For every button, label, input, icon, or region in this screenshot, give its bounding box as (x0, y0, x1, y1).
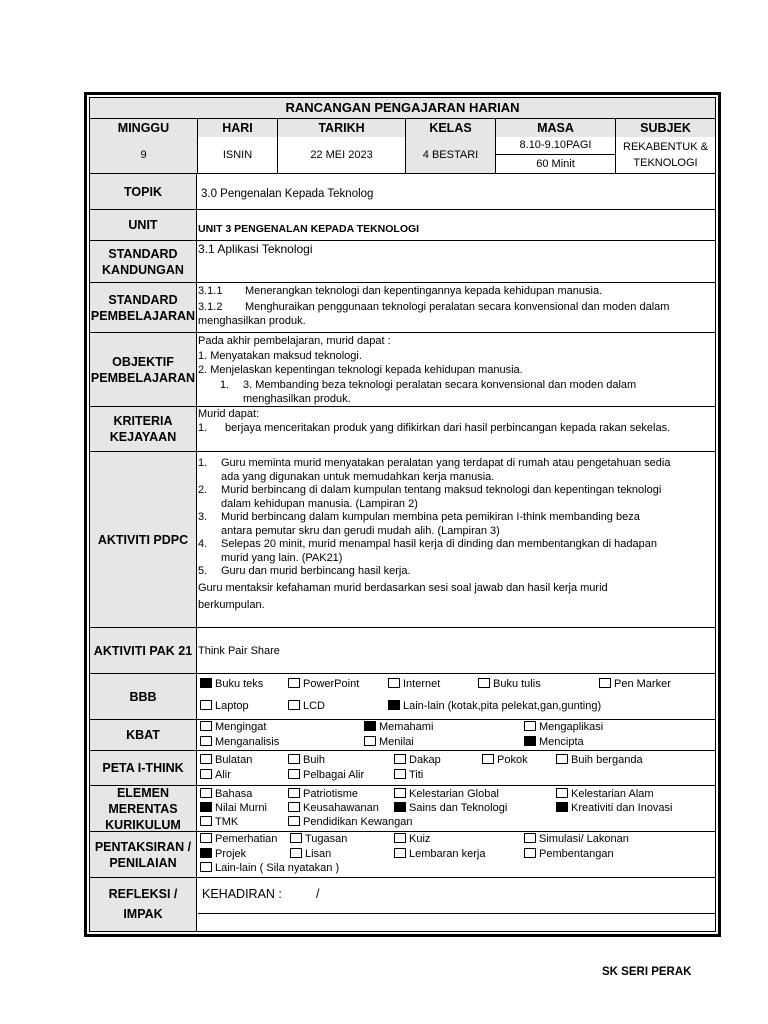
bbb-option[interactable] (288, 700, 325, 714)
checkbox-checked-icon[interactable] (200, 802, 212, 812)
aktiviti-item (198, 538, 715, 565)
bbb-options (198, 674, 715, 719)
checkbox-icon[interactable] (200, 754, 212, 764)
kbat-option-label: Mengaplikasi (539, 721, 604, 733)
pentaksiran-option-label: Kuiz (409, 833, 431, 845)
emk-options (198, 786, 715, 831)
kbat-label: KBAT (90, 720, 197, 750)
sp-label-1: STANDARD (108, 292, 178, 307)
peta-options (198, 751, 715, 785)
checkbox-icon[interactable] (524, 848, 536, 858)
col-minggu: MINGGU (90, 119, 198, 137)
tarikh-value: 22 MEI 2023 (278, 137, 406, 173)
checkbox-icon[interactable] (478, 678, 490, 688)
emk-option[interactable] (556, 788, 654, 802)
obj-line: 1. Menyatakan maksud teknologi. (198, 349, 362, 362)
peta-option[interactable] (394, 754, 441, 768)
col-masa: MASA (496, 119, 616, 137)
unit-row (90, 210, 715, 241)
emk-option-label: Kelestarian Alam (571, 788, 654, 800)
refleksi-row (90, 878, 715, 931)
obj-label-2: PEMBELAJARAN (90, 370, 196, 385)
peta-option-label: Pelbagai Alir (303, 769, 365, 781)
peta-option-label: Buih (303, 754, 326, 766)
unit-value: UNIT 3 PENGENALAN KEPADA TEKNOLOGI (198, 223, 420, 235)
checkbox-icon[interactable] (200, 862, 212, 872)
emk-option-label: Kreativiti dan Inovasi (571, 802, 673, 814)
pentaksiran-option-label: Lain-lain ( Sila nyatakan ) (215, 862, 340, 874)
kk-item (198, 422, 715, 436)
sp-code: 3.1.1 (198, 285, 223, 297)
objektif-value (198, 333, 715, 406)
kbat-row (90, 720, 715, 751)
bbb-option[interactable] (200, 700, 249, 714)
kbat-option[interactable] (200, 721, 266, 735)
emk-option-label: Keusahawanan (303, 802, 379, 814)
pak21-value: Think Pair Share (198, 645, 280, 657)
aktiviti-value (198, 452, 715, 627)
emk-label-2: MERENTAS (108, 801, 178, 816)
checkbox-icon[interactable] (200, 833, 212, 843)
pentaksiran-option-label: Pembentangan (539, 848, 614, 860)
refleksi-value (198, 878, 715, 931)
bbb-option[interactable] (599, 678, 671, 692)
checkbox-icon[interactable] (394, 788, 406, 798)
checkbox-icon[interactable] (394, 848, 406, 858)
checkbox-checked-icon[interactable] (556, 802, 568, 812)
checkbox-checked-icon[interactable] (200, 848, 212, 858)
bbb-option-label: Internet (403, 678, 441, 690)
bbb-option-label: Lain-lain (kotak,pita pelekat,gan,gunting) (403, 700, 602, 712)
pak21-label: AKTIVITI PAK 21 (90, 628, 197, 673)
peta-label: PETA I-THINK (90, 751, 197, 785)
peta-option-label: Buih berganda (571, 754, 643, 766)
checkbox-checked-icon[interactable] (388, 700, 400, 710)
kk-text: berjaya menceritakan produk yang difikirkan dari hasil perbincangan kepada rakan sekelas. (225, 421, 671, 434)
pentaksiran-option[interactable] (200, 833, 277, 847)
ref-label-2: IMPAK (123, 907, 163, 921)
checkbox-icon[interactable] (394, 833, 406, 843)
checkbox-icon[interactable] (290, 833, 302, 843)
emk-option[interactable] (394, 802, 507, 816)
emk-option[interactable] (556, 802, 673, 816)
header-row (90, 119, 715, 137)
sp-label-2: PEMBELAJARAN (90, 308, 196, 323)
kehadiran-slash: / (316, 887, 320, 901)
checkbox-icon[interactable] (200, 816, 212, 826)
pentaksiran-option[interactable] (524, 848, 614, 862)
sp-item (198, 301, 715, 315)
checkbox-icon[interactable] (556, 754, 568, 764)
form-title: RANCANGAN PENGAJARAN HARIAN (90, 98, 715, 119)
col-subjek: SUBJEK (616, 119, 715, 137)
kbat-options (198, 720, 715, 750)
bbb-option[interactable] (288, 678, 359, 692)
emk-option-label: Patriotisme (303, 788, 359, 800)
aktiviti-item (198, 457, 715, 484)
checkbox-icon[interactable] (288, 754, 300, 764)
kbat-option-label: Menilai (379, 736, 414, 748)
pentaksiran-row (90, 832, 715, 878)
bbb-option-label: PowerPoint (303, 678, 360, 690)
pentaksiran-options (198, 832, 715, 877)
kbat-option-label: Mencipta (539, 736, 584, 748)
aktiviti-text: Guru meminta murid menyatakan peralatan yang terdapat di rumah atau pengetahuan sedia (221, 457, 671, 469)
sk-label-1: STANDARD (108, 246, 178, 261)
checkbox-icon[interactable] (200, 721, 212, 731)
obj-text: 3. Membanding beza teknologi peralatan secara konvensional dan moden dalam (243, 378, 637, 391)
emk-option[interactable] (288, 802, 379, 816)
emk-label (90, 786, 197, 831)
emk-label-3: KURIKULUM (105, 817, 181, 832)
pen-label-1: PENTAKSIRAN / (94, 839, 192, 854)
emk-option-label: Sains dan Teknologi (409, 802, 508, 814)
emk-option[interactable] (288, 788, 358, 802)
subjek-line-2: TEKNOLOGI (633, 157, 698, 169)
emk-option-label: Bahasa (215, 788, 253, 800)
masa-cell (496, 137, 616, 173)
pentaksiran-option[interactable] (394, 848, 485, 862)
sp-text: Menerangkan teknologi dan kepentingannya kepada kehidupan manusia. (245, 285, 603, 297)
pentaksiran-option[interactable] (200, 862, 339, 876)
pentaksiran-option-label: Simulasi/ Lakonan (539, 833, 629, 845)
emk-row (90, 786, 715, 832)
aktiviti-text: dalam kehidupan manusia. (Lampiran 2) (221, 497, 418, 510)
peta-option-label: Alir (215, 769, 231, 781)
kk-num: 1. (198, 421, 208, 434)
sp-text: Menghuraikan penggunaan teknologi peralatan secara konvensional dan moden dalam (245, 301, 670, 313)
standard-pembelajaran-label (90, 283, 197, 332)
kehadiran-label: KEHADIRAN : (202, 887, 282, 901)
col-tarikh: TARIKH (278, 119, 406, 137)
aktiviti-text: Murid berbincang di dalam kumpulan tentang maksud teknologi dan kepentingan teknologi (221, 484, 662, 496)
hari-value: ISNIN (198, 137, 278, 173)
obj-line-cont: menghasilkan produk. (243, 393, 351, 405)
col-kelas: KELAS (406, 119, 496, 137)
kbat-option[interactable] (200, 736, 279, 750)
aktiviti-text: Selepas 20 minit, murid menampal hasil kerja di dinding dan membentangkan di hadapan (221, 538, 657, 550)
checkbox-icon[interactable] (288, 678, 300, 688)
checkbox-icon[interactable] (394, 754, 406, 764)
checkbox-checked-icon[interactable] (524, 736, 536, 746)
pentaksiran-option-label: Lembaran kerja (409, 848, 486, 860)
emk-option-label: TMK (215, 816, 239, 828)
topik-row (90, 174, 715, 210)
kk-intro: Murid dapat: (198, 408, 260, 420)
emk-option[interactable] (200, 816, 238, 830)
sk-label-2: KANDUNGAN (102, 262, 184, 277)
obj-line (198, 378, 715, 393)
pentaksiran-option[interactable] (200, 848, 246, 862)
emk-label-1: ELEMEN (116, 785, 170, 800)
checkbox-icon[interactable] (200, 769, 212, 779)
bbb-label: BBB (90, 674, 197, 719)
obj-num: 1. (220, 378, 230, 391)
checkbox-icon[interactable] (524, 721, 536, 731)
checkbox-icon[interactable] (200, 736, 212, 746)
lesson-plan-form (84, 92, 721, 937)
emk-option-label: Nilai Murni (215, 802, 267, 814)
refleksi-label (90, 878, 197, 931)
unit-label: UNIT (90, 210, 197, 240)
sp-text-cont: menghasilkan produk. (198, 315, 306, 327)
bbb-row (90, 674, 715, 720)
obj-line: 2. Menjelaskan kepentingan teknologi kepada kehidupan manusia. (198, 364, 523, 376)
peta-option[interactable] (394, 769, 423, 783)
form-inner (89, 97, 716, 932)
kbat-option-label: Memahami (379, 721, 434, 733)
pentaksiran-option[interactable] (290, 833, 347, 847)
bbb-option-label: Laptop (215, 700, 249, 712)
sp-code: 3.1.2 (198, 301, 223, 313)
standard-kandungan-row (90, 241, 715, 283)
checkbox-icon[interactable] (200, 788, 212, 798)
kbat-option-label: Mengingat (215, 721, 267, 733)
bbb-option[interactable] (478, 678, 541, 692)
aktiviti-label: AKTIVITI PDPC (90, 452, 197, 627)
pentaksiran-option[interactable] (394, 833, 430, 847)
peta-row (90, 751, 715, 786)
emk-option-label: Pendidikan Kewangan (303, 816, 413, 828)
aktiviti-text: antara pemutar skru dan gerudi mudah alih. (Lampiran 3) (221, 524, 500, 537)
aktiviti-item (198, 511, 715, 538)
checkbox-icon[interactable] (482, 754, 494, 764)
masa-duration: 60 Minit (536, 158, 575, 170)
checkbox-icon[interactable] (288, 769, 300, 779)
aktiviti-num: 3. (198, 511, 208, 523)
subjek-line-1: REKABENTUK & (623, 141, 708, 153)
aktiviti-item (198, 565, 715, 579)
kbat-option[interactable] (524, 721, 603, 735)
standard-pembelajaran-row (90, 283, 715, 333)
checkbox-icon[interactable] (288, 816, 300, 826)
checkbox-checked-icon[interactable] (364, 721, 376, 731)
aktiviti-num: 2. (198, 484, 208, 496)
peta-option[interactable] (200, 769, 231, 783)
peta-option[interactable] (200, 754, 252, 768)
pentaksiran-option-label: Lisan (305, 848, 332, 860)
aktiviti-item (198, 484, 715, 511)
peta-option-label: Dakap (409, 754, 441, 766)
aktiviti-note: Guru mentaksir kefahaman murid berdasarkan sesi soal jawab dan hasil kerja murid (198, 581, 608, 594)
checkbox-icon[interactable] (288, 700, 300, 710)
checkbox-icon[interactable] (288, 802, 300, 812)
standard-pembelajaran-value (198, 283, 715, 332)
pentaksiran-option-label: Pemerhatian (215, 833, 278, 845)
peta-option[interactable] (288, 754, 325, 768)
school-name: SK SERI PERAK (602, 966, 692, 978)
pentaksiran-label (90, 832, 197, 877)
peta-option-label: Pokok (497, 754, 528, 766)
checkbox-checked-icon[interactable] (394, 802, 406, 812)
kbat-option[interactable] (524, 736, 584, 750)
bbb-option-label: Pen Marker (614, 678, 671, 690)
pentaksiran-option[interactable] (290, 848, 331, 862)
emk-option[interactable] (394, 788, 499, 802)
subjek-value (616, 139, 715, 171)
aktiviti-text: Guru dan murid berbincang hasil kerja. (221, 565, 411, 577)
peta-option-label: Titi (409, 769, 424, 781)
col-hari: HARI (198, 119, 278, 137)
bbb-option[interactable] (388, 678, 440, 692)
kehadiran-line[interactable] (198, 878, 715, 914)
checkbox-icon[interactable] (556, 788, 568, 798)
ref-label-1: REFLEKSI / (108, 887, 178, 901)
aktiviti-num: 5. (198, 565, 208, 577)
kelas-value: 4 BESTARI (406, 137, 496, 173)
bbb-option-label: Buku teks (215, 678, 264, 690)
aktiviti-num: 1. (198, 457, 208, 469)
kriteria-value (198, 407, 715, 451)
emk-option[interactable] (200, 788, 252, 802)
peta-option[interactable] (556, 754, 643, 768)
checkbox-icon[interactable] (599, 678, 611, 688)
kbat-option[interactable] (364, 736, 414, 750)
header-values-row (90, 137, 715, 174)
aktiviti-note: berkumpulan. (198, 598, 265, 611)
standard-kandungan-value: 3.1 Aplikasi Teknologi (198, 242, 313, 256)
kbat-option-label: Menganalisis (215, 736, 280, 748)
minggu-value: 9 (90, 137, 198, 173)
checkbox-icon[interactable] (288, 788, 300, 798)
sp-item (198, 285, 715, 301)
checkbox-icon[interactable] (364, 736, 376, 746)
aktiviti-row (90, 452, 715, 628)
pen-label-2: PENILAIAN (109, 855, 177, 870)
checkbox-icon[interactable] (394, 769, 406, 779)
bbb-option-label: Buku tulis (493, 678, 541, 690)
kk-label-2: KEJAYAAN (109, 430, 177, 444)
kbat-option[interactable] (364, 721, 433, 735)
aktiviti-text: murid yang lain. (PAK21) (221, 551, 343, 564)
checkbox-checked-icon[interactable] (200, 678, 212, 688)
bbb-option[interactable] (388, 700, 601, 714)
emk-option[interactable] (288, 816, 412, 830)
aktiviti-text: ada yang digunakan untuk memudahkan kerja manusia. (221, 470, 495, 483)
checkbox-icon[interactable] (524, 833, 536, 843)
kriteria-label (90, 407, 197, 451)
obj-label-1: OBJEKTIF (112, 354, 174, 369)
obj-intro: Pada akhir pembelajaran, murid dapat : (198, 335, 391, 347)
objektif-row (90, 333, 715, 407)
checkbox-icon[interactable] (388, 678, 400, 688)
kriteria-row (90, 407, 715, 452)
pak21-row (90, 628, 715, 674)
pentaksiran-option[interactable] (524, 833, 629, 847)
objektif-label (90, 333, 197, 406)
emk-option-label: Kelestarian Global (409, 788, 499, 800)
peta-option-label: Bulatan (215, 754, 253, 766)
aktiviti-num: 4. (198, 538, 208, 550)
checkbox-icon[interactable] (200, 700, 212, 710)
checkbox-icon[interactable] (290, 848, 302, 858)
pentaksiran-option-label: Tugasan (305, 833, 348, 845)
peta-option[interactable] (482, 754, 528, 768)
bbb-option-label: LCD (303, 700, 326, 712)
emk-option[interactable] (200, 802, 267, 816)
topik-label: TOPIK (90, 174, 197, 209)
masa-time: 8.10-9.10PAGI (496, 137, 615, 155)
peta-option[interactable] (288, 769, 364, 783)
aktiviti-text: Murid berbincang dalam kumpulan membina peta pemikiran I-think membanding beza (221, 511, 640, 523)
bbb-option[interactable] (200, 678, 263, 692)
pentaksiran-option-label: Projek (215, 848, 247, 860)
standard-kandungan-label (90, 241, 197, 282)
topik-value: 3.0 Pengenalan Kepada Teknolog (201, 188, 374, 200)
kk-label-1: KRITERIA (113, 414, 173, 428)
